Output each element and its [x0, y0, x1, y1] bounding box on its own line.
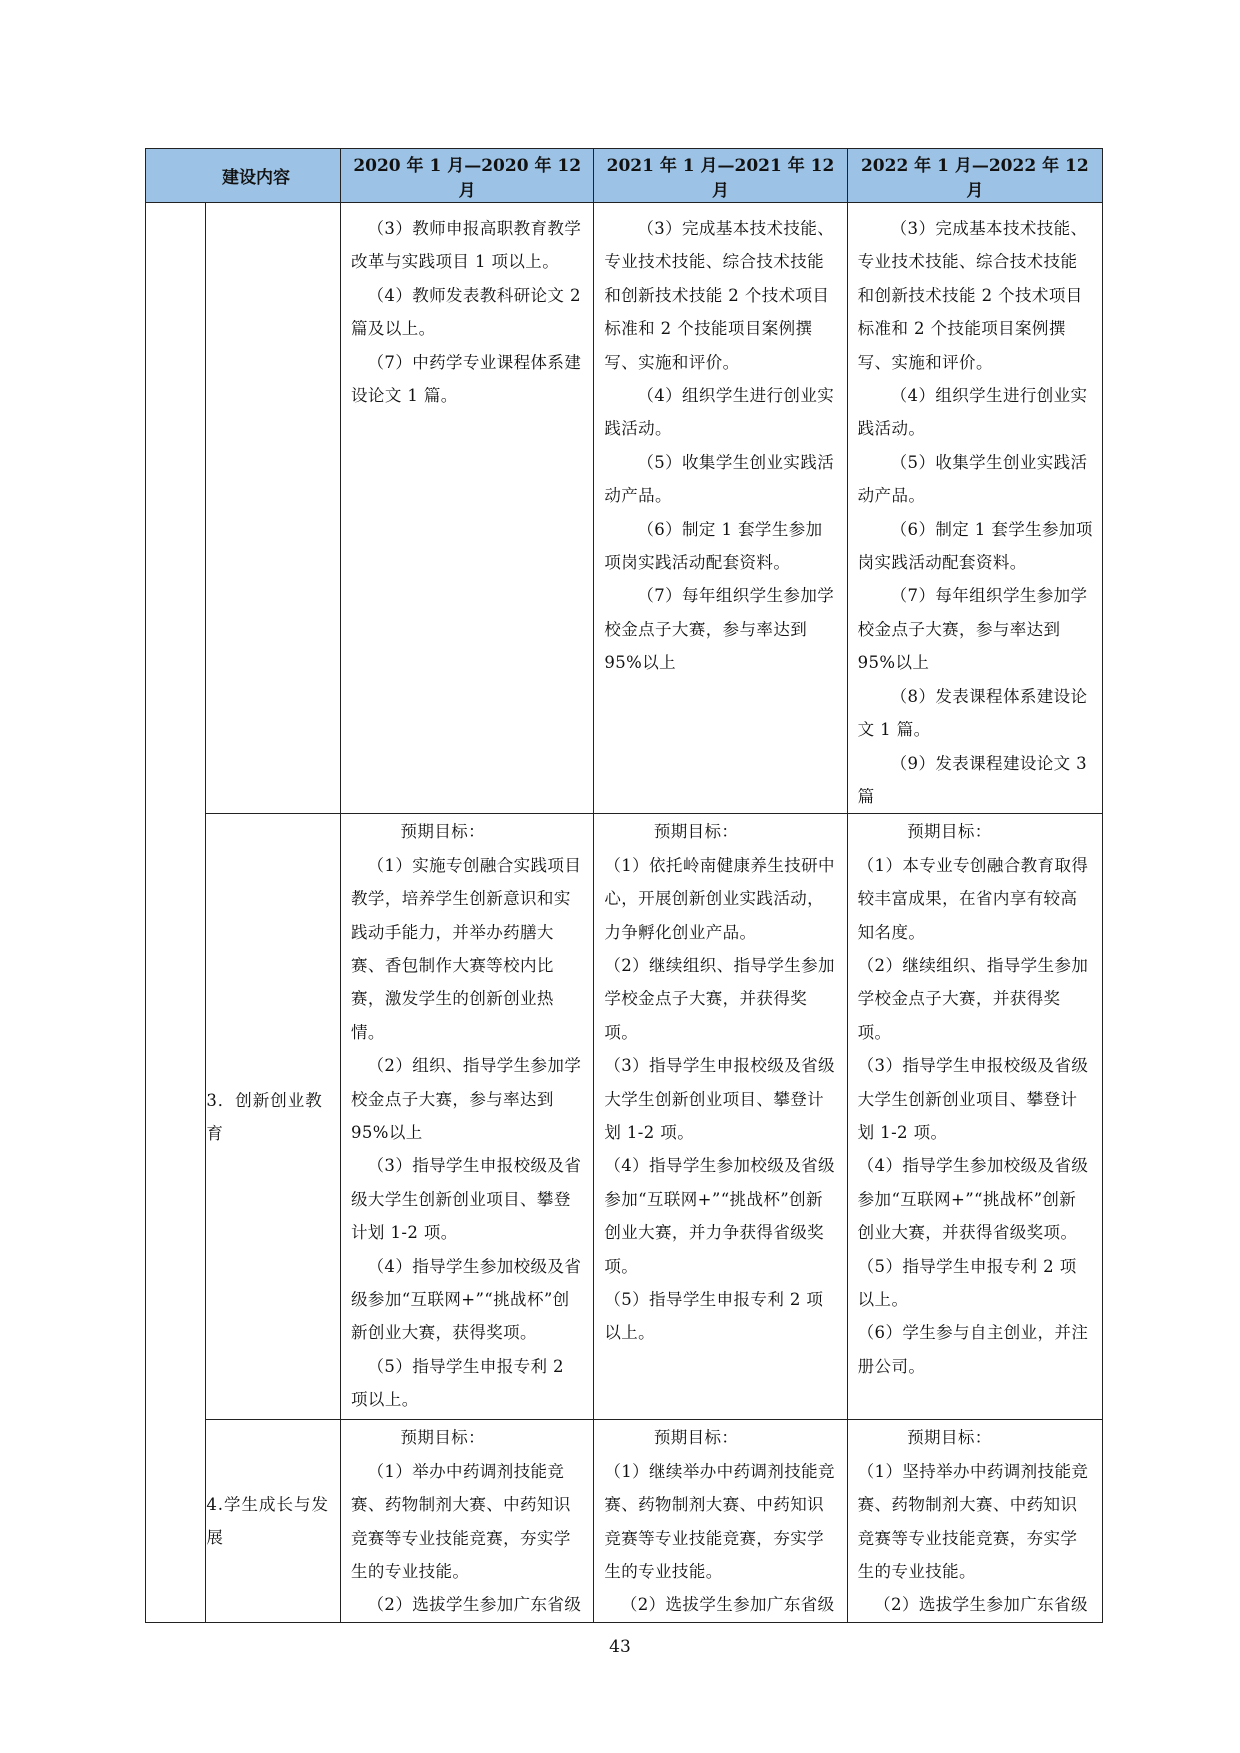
group-cell — [146, 203, 206, 1623]
list-item: （9）发表课程建设论文 3 篇 — [857, 753, 1088, 806]
list-item: （4）教师发表教科研论文 2 篇及以上。 — [351, 285, 581, 339]
list-item: （5）收集学生创业实践活动产品。 — [857, 452, 1088, 506]
plan-table — [145, 148, 1103, 1623]
list-item: （3）完成基本技术技能、专业技术技能、综合技术技能和创新技术技能 2 个技术项目标准和 2 个技能项目案例撰写、实施和评价。 — [604, 219, 835, 372]
list-item: （7）每年组织学生参加学校金点子大赛，参与率达到 95%以上 — [857, 586, 1088, 673]
list-item: （7）每年组织学生参加学校金点子大赛，参与率达到 95%以上 — [604, 586, 835, 673]
goal-heading: 预期目标： — [653, 822, 739, 842]
cell-2021 — [594, 203, 847, 814]
list-item: （2）继续组织、指导学生参加学校金点子大赛，并获得奖项。 — [604, 955, 835, 1042]
list-item: （1）实施专创融合实践项目教学，培养学生创新意识和实践动手能力，并举办药膳大赛、香包制作大赛等校内比赛，激发学生的创新创业热情。 — [351, 855, 582, 1042]
list-item: （5）收集学生创业实践活动产品。 — [604, 452, 835, 506]
category-innovation: 3．创新创业教育 — [206, 814, 341, 1420]
list-item: （3）指导学生申报校级及省级大学生创新创业项目、攀登计划 1-2 项。 — [857, 1056, 1089, 1142]
list-item: （2）继续组织、指导学生参加学校金点子大赛，并获得奖项。 — [857, 955, 1089, 1042]
list-item: （2）选拔学生参加广东省级 — [367, 1595, 582, 1615]
list-item: （6）制定 1 套学生参加项岗实践活动配套资料。 — [857, 519, 1093, 573]
header-2021: 2021 年 1 月—2021 年 12 月 — [594, 149, 847, 203]
cell-2021 — [594, 814, 847, 1420]
list-item: （2）组织、指导学生参加学校金点子大赛，参与率达到 95%以上 — [351, 1056, 582, 1142]
list-item: （4）组织学生进行创业实践活动。 — [857, 386, 1088, 439]
goal-heading: 预期目标： — [400, 1428, 486, 1448]
table-row — [146, 203, 1103, 814]
list-item: （6）学生参与自主创业，并注册公司。 — [857, 1323, 1089, 1376]
list-item: （1）依托岭南健康养生技研中心，开展创新创业实践活动，力争孵化创业产品。 — [604, 855, 835, 942]
goal-heading: 预期目标： — [907, 1428, 992, 1448]
list-item: （1）本专业专创融合教育取得较丰富成果，在省内享有较高知名度。 — [857, 855, 1089, 942]
cell-2021 — [594, 1420, 847, 1622]
header-content: 建设内容 — [146, 149, 341, 203]
page-number: 43 — [609, 1637, 631, 1657]
cell-2022 — [847, 1420, 1102, 1622]
list-item: （4）指导学生参加校级及省级参加“互联网+”“挑战杯”创新创业大赛，并力争获得省级奖项。 — [604, 1156, 835, 1276]
list-item: （5）指导学生申报专利 2 项以上。 — [351, 1356, 564, 1410]
list-item: （1）坚持举办中药调剂技能竞赛、药物制剂大赛、中药知识竞赛等专业技能竞赛，夯实学生的专业技能。 — [857, 1461, 1089, 1581]
table-row — [146, 1420, 1103, 1622]
list-item: （5）指导学生申报专利 2 项以上。 — [857, 1256, 1077, 1309]
goal-heading: 预期目标： — [400, 822, 486, 842]
list-item: （3）指导学生申报校级及省级大学生创新创业项目、攀登计划 1-2 项。 — [604, 1056, 835, 1142]
category-student-growth: 4.学生成长与发展 — [206, 1420, 341, 1622]
cell-2020 — [341, 1420, 594, 1622]
list-item: （8）发表课程体系建设论文 1 篇。 — [857, 686, 1088, 740]
list-item: （6）制定 1 套学生参加项岗实践活动配套资料。 — [604, 519, 823, 573]
goal-heading: 预期目标： — [907, 822, 992, 842]
table-row — [146, 814, 1103, 1420]
list-item: （7）中药学专业课程体系建设论文 1 篇。 — [351, 352, 582, 406]
list-item: （3）完成基本技术技能、专业技术技能、综合技术技能和创新技术技能 2 个技术项目标准和 2 个技能项目案例撰写、实施和评价。 — [857, 219, 1088, 372]
list-item: （1）继续举办中药调剂技能竞赛、药物制剂大赛、中药知识竞赛等专业技能竞赛，夯实学生的专业技能。 — [604, 1461, 835, 1581]
list-item: （5）指导学生申报专利 2 项以上。 — [604, 1290, 824, 1343]
header-2022: 2022 年 1 月—2022 年 12 月 — [847, 149, 1102, 203]
cell-2022 — [847, 203, 1102, 814]
cell-2020 — [341, 814, 594, 1420]
list-item: （4）指导学生参加校级及省级参加“互联网+”“挑战杯”创新创业大赛，获得奖项。 — [351, 1256, 582, 1343]
list-item: （4）指导学生参加校级及省级参加“互联网+”“挑战杯”创新创业大赛，并获得省级奖项。 — [857, 1156, 1089, 1243]
list-item: （3）教师申报高职教育教学改革与实践项目 1 项以上。 — [351, 219, 582, 272]
header-row — [146, 149, 1103, 203]
list-item: （1）举办中药调剂技能竞赛、药物制剂大赛、中药知识竞赛等专业技能竞赛，夯实学生的专业技能。 — [351, 1461, 571, 1581]
cell-2022 — [847, 814, 1102, 1420]
cell-2020 — [341, 203, 594, 814]
category-cell — [206, 203, 341, 814]
list-item: （2）选拔学生参加广东省级 — [874, 1595, 1088, 1615]
list-item: （3）指导学生申报校级及省级大学生创新创业项目、攀登计划 1-2 项。 — [351, 1156, 582, 1243]
goal-heading: 预期目标： — [653, 1428, 739, 1448]
list-item: （2）选拔学生参加广东省级 — [620, 1595, 835, 1615]
list-item: （4）组织学生进行创业实践活动。 — [604, 386, 835, 439]
header-2020: 2020 年 1 月—2020 年 12 月 — [341, 149, 594, 203]
